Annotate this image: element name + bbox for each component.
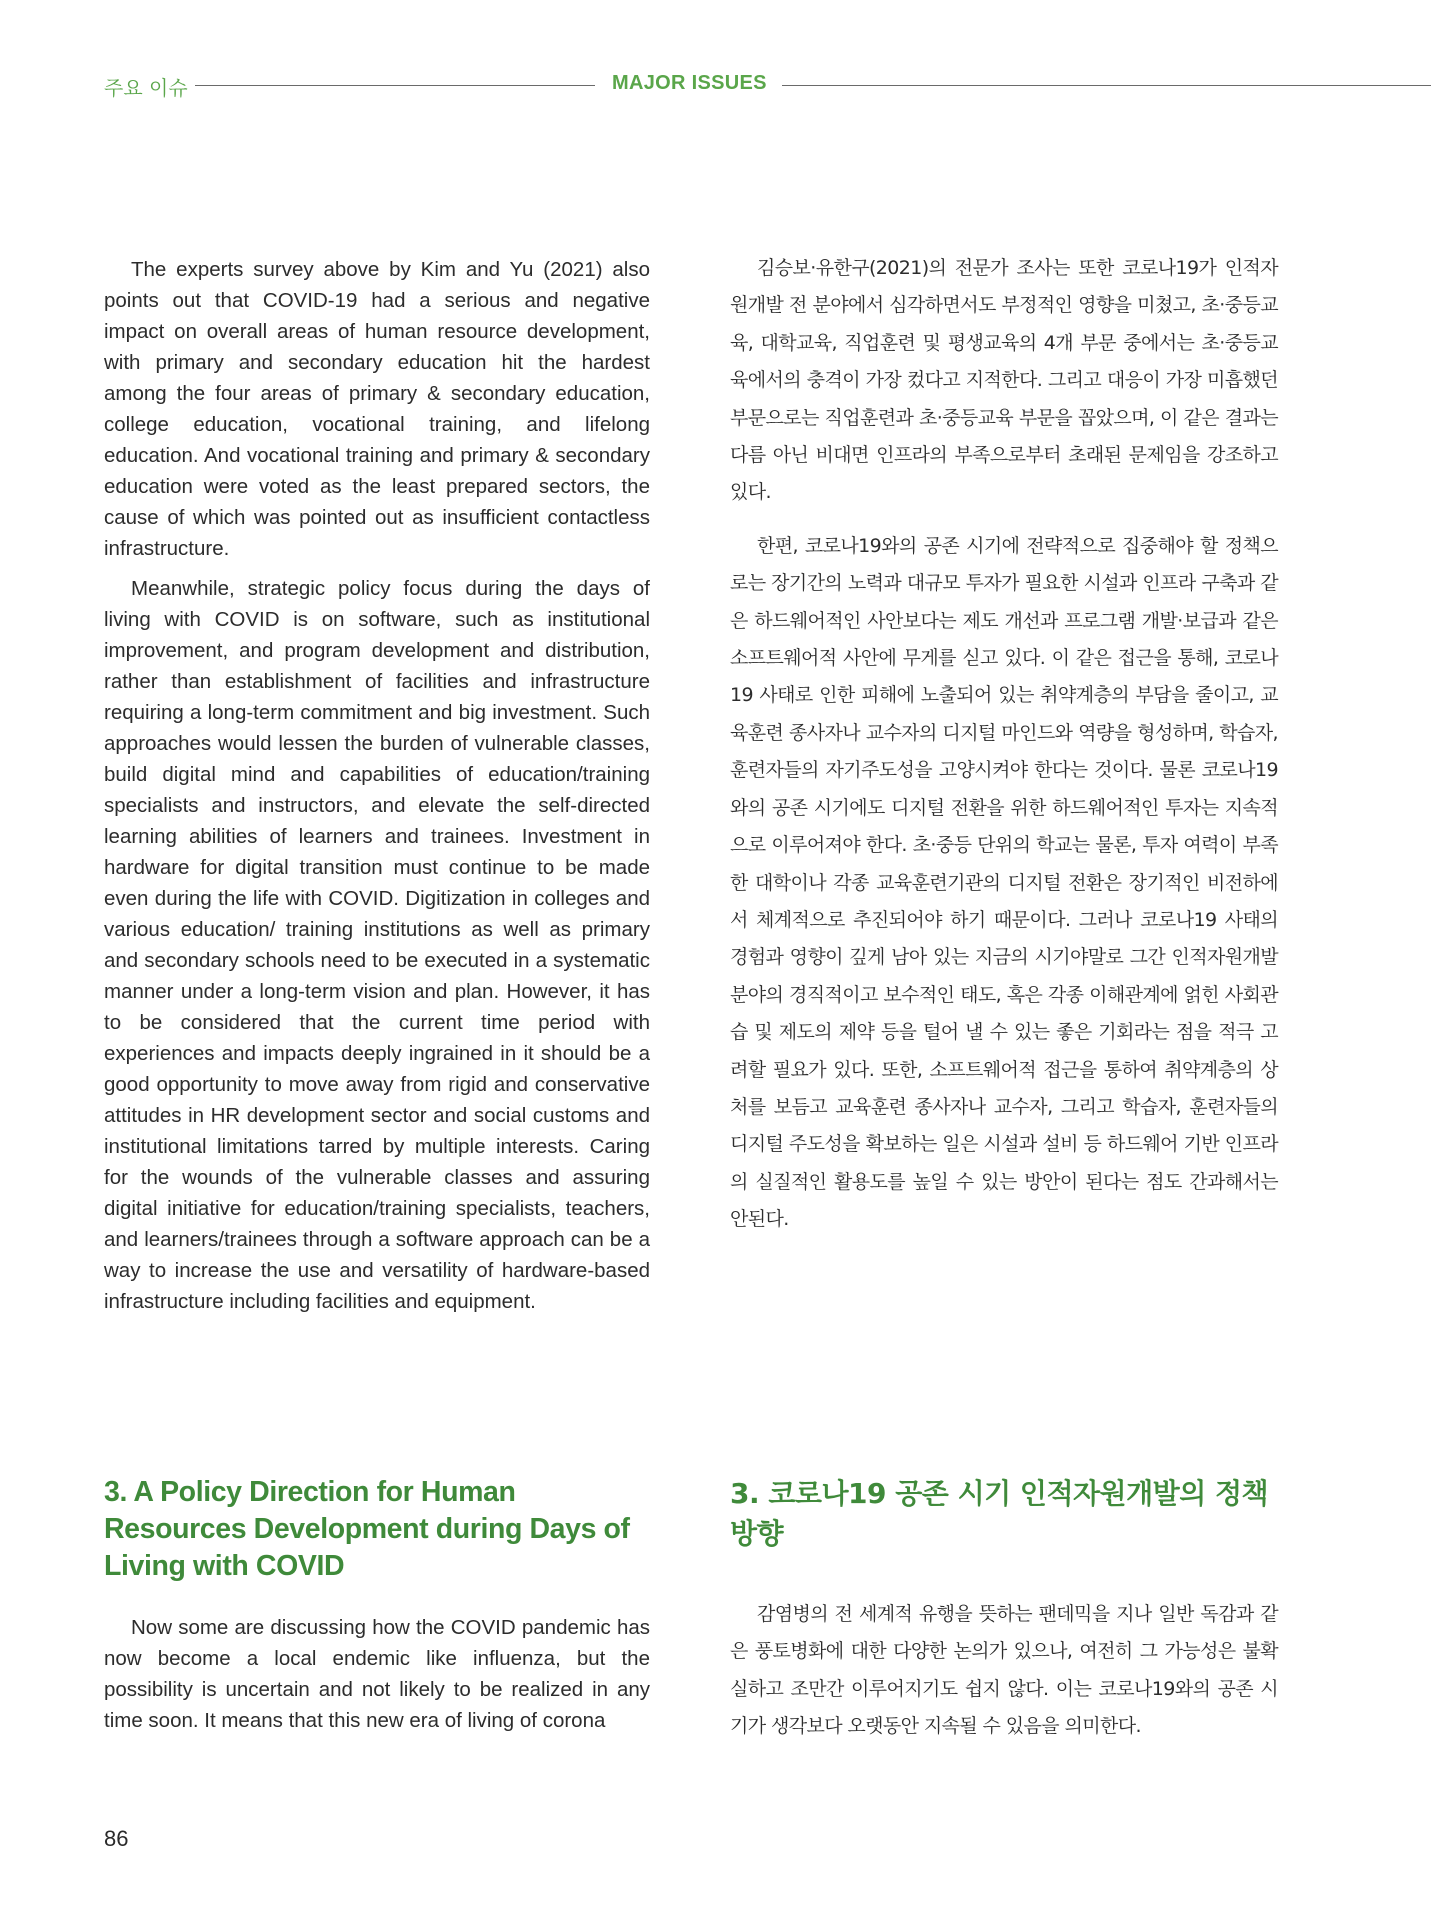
english-paragraph-1: The experts survey above by Kim and Yu (2021) also points out that COVID-19 had a serious and negative impact on overall areas of human resource development, with primary and secondary education hit the hardest among the four areas of primary & secondary education, college education, vocational training, and lifelong education. And vocational training and primary & secondary education were voted as the least prepared sectors, the cause of which was pointed out as insufficient contactless infrastructure. (104, 258, 650, 560)
korean-section3-paragraph: 감염병의 전 세계적 유행을 뜻하는 팬데믹을 지나 일반 독감과 같은 풍토병화에 대한 다양한 논의가 있으나, 여전히 그 가능성은 불확실하고 조만간 이루어지기도 쉽지 않다. 이는 코로나19와의 공존 시기가 생각보다 오랫동안 지속될 수 있음을 의미한다. (730, 1603, 1278, 1738)
english-paragraph-2: Meanwhile, strategic policy focus during the days of living with COVID is on software, such as institutional improvement, and program development and distribution, rather than establishment of facilities and infrastructure requiring a long-term commitment and big investment. Such approaches would lessen the burden of vulnerable classes, build digital mind and capabilities of education/training specialists and instructors, and elevate the self-directed learning abilities of learners and trainees. Investment in hardware for digital transition must continue to be made even during the life with COVID. Digitization in colleges and various education/ training institutions as well as primary and secondary schools need to be executed in a systematic manner under a long-term vision and plan. However, it has to be considered that the current time period with experiences and impacts deeply ingrained in it should be a good opportunity to move away from rigid and conservative attitudes in HR development sector and social customs and institutional limitations tarred by multiple interests. Caring for the wounds of the vulnerable classes and assuring digital initiative for education/training specialists, teachers, and learners/trainees through a software approach can be a way to increase the use and versatility of hardware-based infrastructure including facilities and equipment. (104, 577, 650, 1313)
section-heading-english: 3. A Policy Direction for Human Resources Development during Days of Living with COVID (104, 1476, 630, 1582)
english-section3-column (104, 1612, 650, 1745)
english-body-column (104, 254, 650, 1326)
section-heading-korean: 3. 코로나19 공존 시기 인적자원개발의 정책 방향 (730, 1477, 1269, 1550)
english-section3-paragraph: Now some are discussing how the COVID pandemic has now become a local endemic like influenza, but the possibility is uncertain and not likely to be realized in any time soon. It means that this new era of living of corona (104, 1616, 650, 1732)
section-label-korean: 주요 이슈 (104, 76, 188, 100)
korean-paragraph-2: 한편, 코로나19와의 공존 시기에 전략적으로 집중해야 할 정책으로는 장기간의 노력과 대규모 투자가 필요한 시설과 인프라 구축과 같은 하드웨어적인 사안보다는 제도 개선과 프로그램 개발·보급과 같은 소프트웨어적 사안에 무게를 싣고 있다. 이 같은 접근을 통해, 코로나19 사태로 인한 피해에 노출되어 있는 취약계층의 부담을 줄이고, 교육훈련 종사자나 교수자의 디지털 마인드와 역량을 형성하며, 학습자, 훈련자들의 자기주도성을 고양시켜야 한다는 것이다. 물론 코로나19와의 공존 시기에도 디지털 전환을 위한 하드웨어적인 투자는 지속적으로 이루어져야 한다. 초·중등 단위의 학교는 물론, 투자 여력이 부족한 대학이나 각종 교육훈련기관의 디지털 전환은 장기적인 비전하에서 체계적으로 추진되어야 하기 때문이다. 그러나 코로나19 사태의 경험과 영향이 깊게 남아 있는 지금의 시기야말로 그간 인적자원개발 분야의 경직적이고 보수적인 태도, 혹은 각종 이해관계에 얽힌 사회관습 및 제도의 제약 등을 털어 낼 수 있는 좋은 기회라는 점을 적극 고려할 필요가 있다. 또한, 소프트웨어적 접근을 통하여 취약계층의 상처를 보듬고 교육훈련 종사자나 교수자, 그리고 학습자, 훈련자들의 디지털 주도성을 확보하는 일은 시설과 설비 등 하드웨어 기반 인프라의 실질적인 활용도를 높일 수 있는 방안이 된다는 점도 간과해서는 안된다. (730, 534, 1278, 1231)
page-number: 86 (104, 1826, 129, 1851)
korean-section3-column (730, 1596, 1278, 1762)
running-header (0, 72, 1431, 100)
header-rule-left (195, 85, 595, 86)
korean-body-column (730, 250, 1278, 1255)
korean-paragraph-1: 김승보·유한구(2021)의 전문가 조사는 또한 코로나19가 인적자원개발 전 분야에서 심각하면서도 부정적인 영향을 미쳤고, 초·중등교육, 대학교육, 직업훈련 및 평생교육의 4개 부문 중에서는 초·중등교육에서의 충격이 가장 컸다고 지적한다. 그리고 대응이 가장 미흡했던 부문으로는 직업훈련과 초·중등교육 부문을 꼽았으며, 이 같은 결과는 다름 아닌 비대면 인프라의 부족으로부터 초래된 문제임을 강조하고 있다. (730, 257, 1278, 504)
header-rule-right (782, 85, 1431, 86)
section-label-english: MAJOR ISSUES (612, 72, 767, 94)
